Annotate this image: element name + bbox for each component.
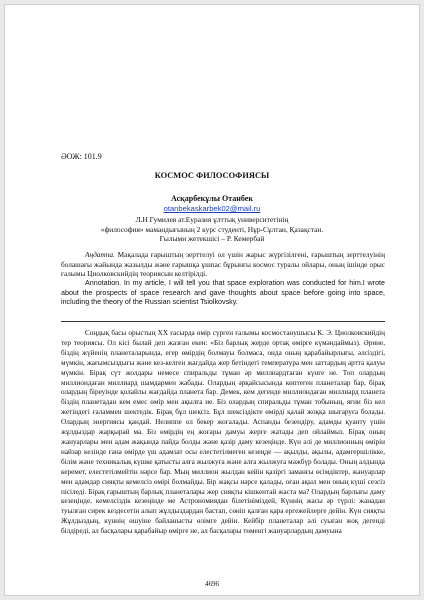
supervisor-line: Ғылыми жетекшісі – Р. Кемербай: [159, 234, 265, 244]
affiliation-line: Л.Н Гумилев ат.Еуразия ұлттық университетінің: [135, 215, 289, 224]
author-name: Асқарбекұлы Отанбек: [171, 194, 253, 203]
abstract-kazakh: [61, 250, 385, 279]
udk-code: ӘОЖ: 101.9: [61, 152, 102, 161]
document-page: [4, 4, 420, 596]
article-title: КОСМОС ФИЛОСОФИЯСЫ: [154, 171, 270, 180]
abstract-english-text: Annotation. In my article, I will tell you that space exploration was conducted for him.I wrote about the prospects of space research and gave thoughts about space before going into space, including the theory of the Russian scientist Tsiolkovsky.: [61, 279, 385, 307]
abstract-label: Аңдатпа.: [85, 250, 115, 259]
abstract-english: [61, 279, 385, 308]
body-text: [61, 329, 385, 537]
section-divider: [61, 321, 385, 322]
abstract-kazakh-text: Мақалада ғарыштың зерттелуі ол үшін жарыс жүргізілгені, ғарыштың зерттелуінің болашағы жайында жазылды және ғарышқа ұшпас бұрынғы космос туралы ойлары, оның ішінде орыс ғалымы Циолковскийдің теориясын келтірілді.: [61, 250, 385, 279]
body-paragraph: Соңдық басы орыстың XX ғасырда өмір сүрген ғалымы космостанушысы К. Э. Циолковскийдің тер теориясы. Ол кісі былай деп жазған екен: «Біз барлық жерде ортақ өмірге күмәндаймыз). Әрине, біздің жүйенің планеталарында, егер өмірдің болмауы болмаса, онда оның қарабайырлығы, әлсіздігі, мүмкін, жағымсыздығы және кез-келген жағдайда жер бетіндегі температура мен заттардың артта қалуы мүмкін. Бірақ сүт жолдары немесе спиральды тұман әр миллиардтаған күнге не. Топ олардың миллиондаған миллиард шамдармен жабады. Олардың әрқайсысында көптеген планеталар бар, бірақ олардың біреуінде қолайлы жағдайда планета бар. Демек, кем дегенде миллиондаған миллиард планета біздің планетадан кем емес өмір мен ақылға ие. Біз олардың спиральды тұман тобының, яғни біз кел жетіндегі ғаламмен шектедік. Бірақ бұл шексіз. Бұл шексіздікте өмірді қалай жоққа шығаруға болады. Олардың энергиясы қандай. Нелиппе ол бекер жоғалады. Аспанды безендіру, адамды қуанту үшін жұлдыздар жарқырай ма. Біз өмірдің ең жоғары дамуы жерге жатады деп ойлаймыз. Бірақ оның жануарлары мен адам жақында пайда болды және қазір даму кезеңінде. Күн әлі де миллионның өмірін найзар кезінде ғана өмірде үш адамзат осы елестетілмеген кезеңде — ақылды, ақылы, адамгершілікке, білім және техникалық күшке қатысты алға жылжуға және алға жылжуға мәжбүр болады. Оның алдында керемет, елестетілмейтін нәрсе бар. Мың миллион жылдан кейін қазіргі заманғы өсімдіктер, жануарлар мен адамдар сияқты кемелсіз өмірі болмайды. Бір жақсы нәрсе қалады, оған ақыл мен оның күші сезсіз пісіледі. Бірақ ғарыштың барлық планеталары жер сияқты кішкентай жаста ма? Олардың барлығы даму кезеңінде, кемелсіздік кезеңінде ме Астрономиядан білетініміздей, Күннің жасы әр түрлі: жанадан туылған сирек кездесетін алып жұлдыздардан бастап, сөніп қалған қара ергежейлерге дейін. Күн сияқты Жұлдыздың, күннің өшуіне байланысты өлімге дейін. Кейбір планеталар әлі суыған жоқ дегенді білдіреді, ал басқалары қарабайыр өмірге не, ал басқалары төменгі жануарлардың дамуына: [61, 329, 385, 536]
affiliation-line: «философия» мамандығының 2 курс студенті, Нұр-Сұлтан, Қазақстан.: [100, 224, 324, 234]
page-number: 4696: [205, 580, 219, 588]
author-email-link[interactable]: otanbekaskarbek02@mail.ru: [163, 204, 261, 213]
